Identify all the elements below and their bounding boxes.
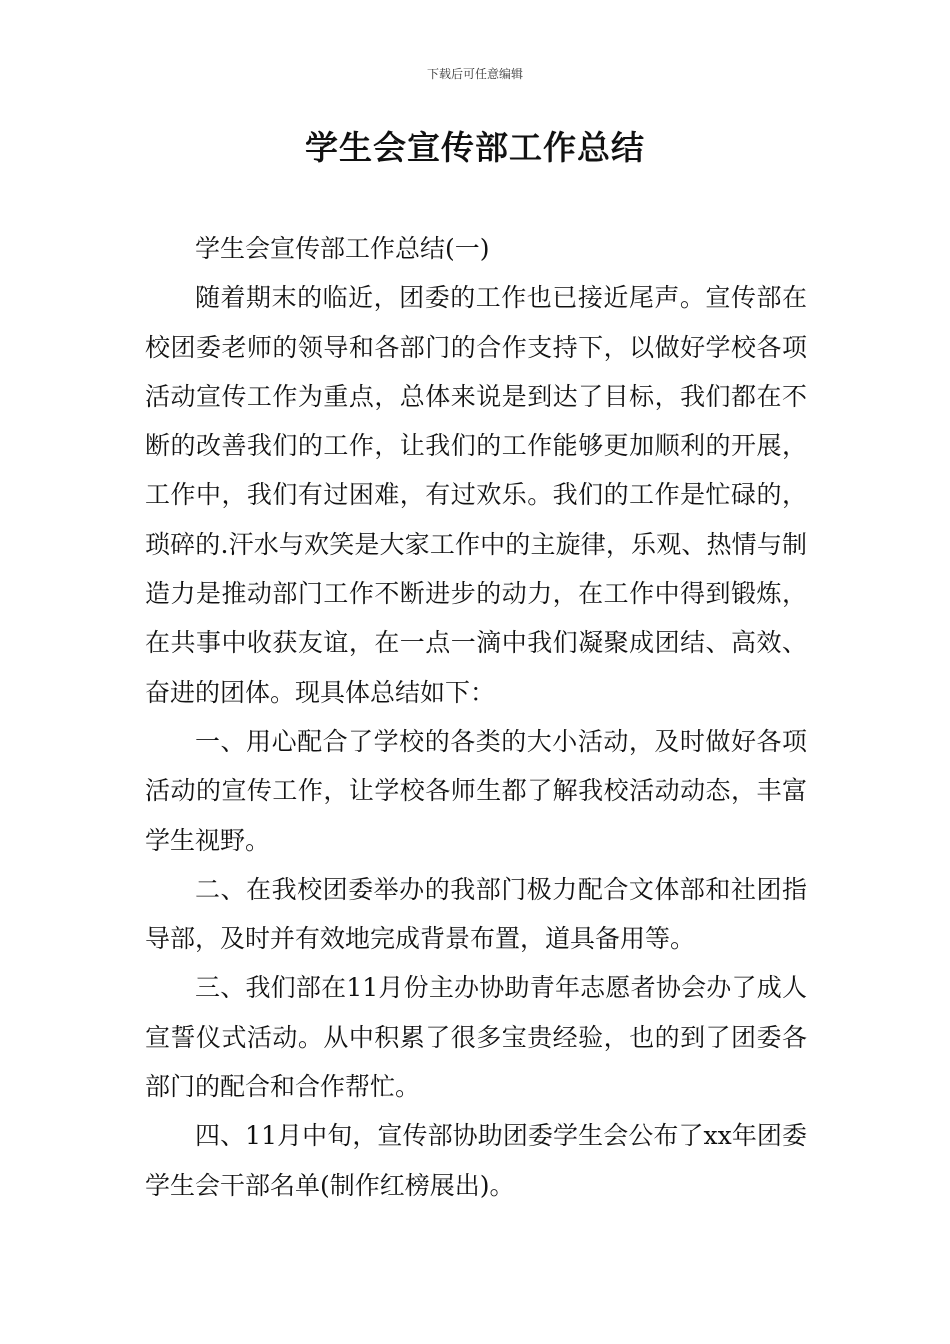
section-heading: 学生会宣传部工作总结(一): [195, 234, 490, 263]
paragraph-item-3: 三、我们部在11月份主办协助青年志愿者协会办了成人宣誓仪式活动。从中积累了很多宝贵经验，也的到了团委各部门的配合和合作帮忙。: [145, 973, 807, 1102]
paragraph-item-4: 四、11月中旬，宣传部协助团委学生会公布了xx年团委学生会干部名单(制作红榜展出)。: [145, 1121, 807, 1200]
paragraph-item-2: 二、在我校团委举办的我部门极力配合文体部和社团指导部，及时并有效地完成背景布置，道具备用等。: [145, 874, 807, 954]
paragraph-intro: 随着期末的临近，团委的工作也已接近尾声。宣传部在校团委老师的领导和各部门的合作支持下，以做好学校各项活动宣传工作为重点，总体来说是到达了目标，我们都在不断的改善我们的工作，让我们的工作能够更加顺利的开展，工作中，我们有过困难，有过欢乐。我们的工作是忙碌的，琐碎的.汗水与欢笑是大家工作中的主旋律，乐观、热情与制造力是推动部门工作不断进步的动力，在工作中得到锻炼，在共事中收获友谊，在一点一滴中我们凝聚成团结、高效、奋进的团体。现具体总结如下：: [145, 283, 807, 707]
document-title: 学生会宣传部工作总结: [305, 128, 645, 167]
header-note: 下载后可任意编辑: [426, 67, 523, 81]
document-body: [145, 224, 807, 1210]
paragraph-item-1: 一、用心配合了学校的各类的大小活动，及时做好各项活动的宣传工作，让学校各师生都了解我校活动动态，丰富学生视野。: [145, 726, 807, 855]
